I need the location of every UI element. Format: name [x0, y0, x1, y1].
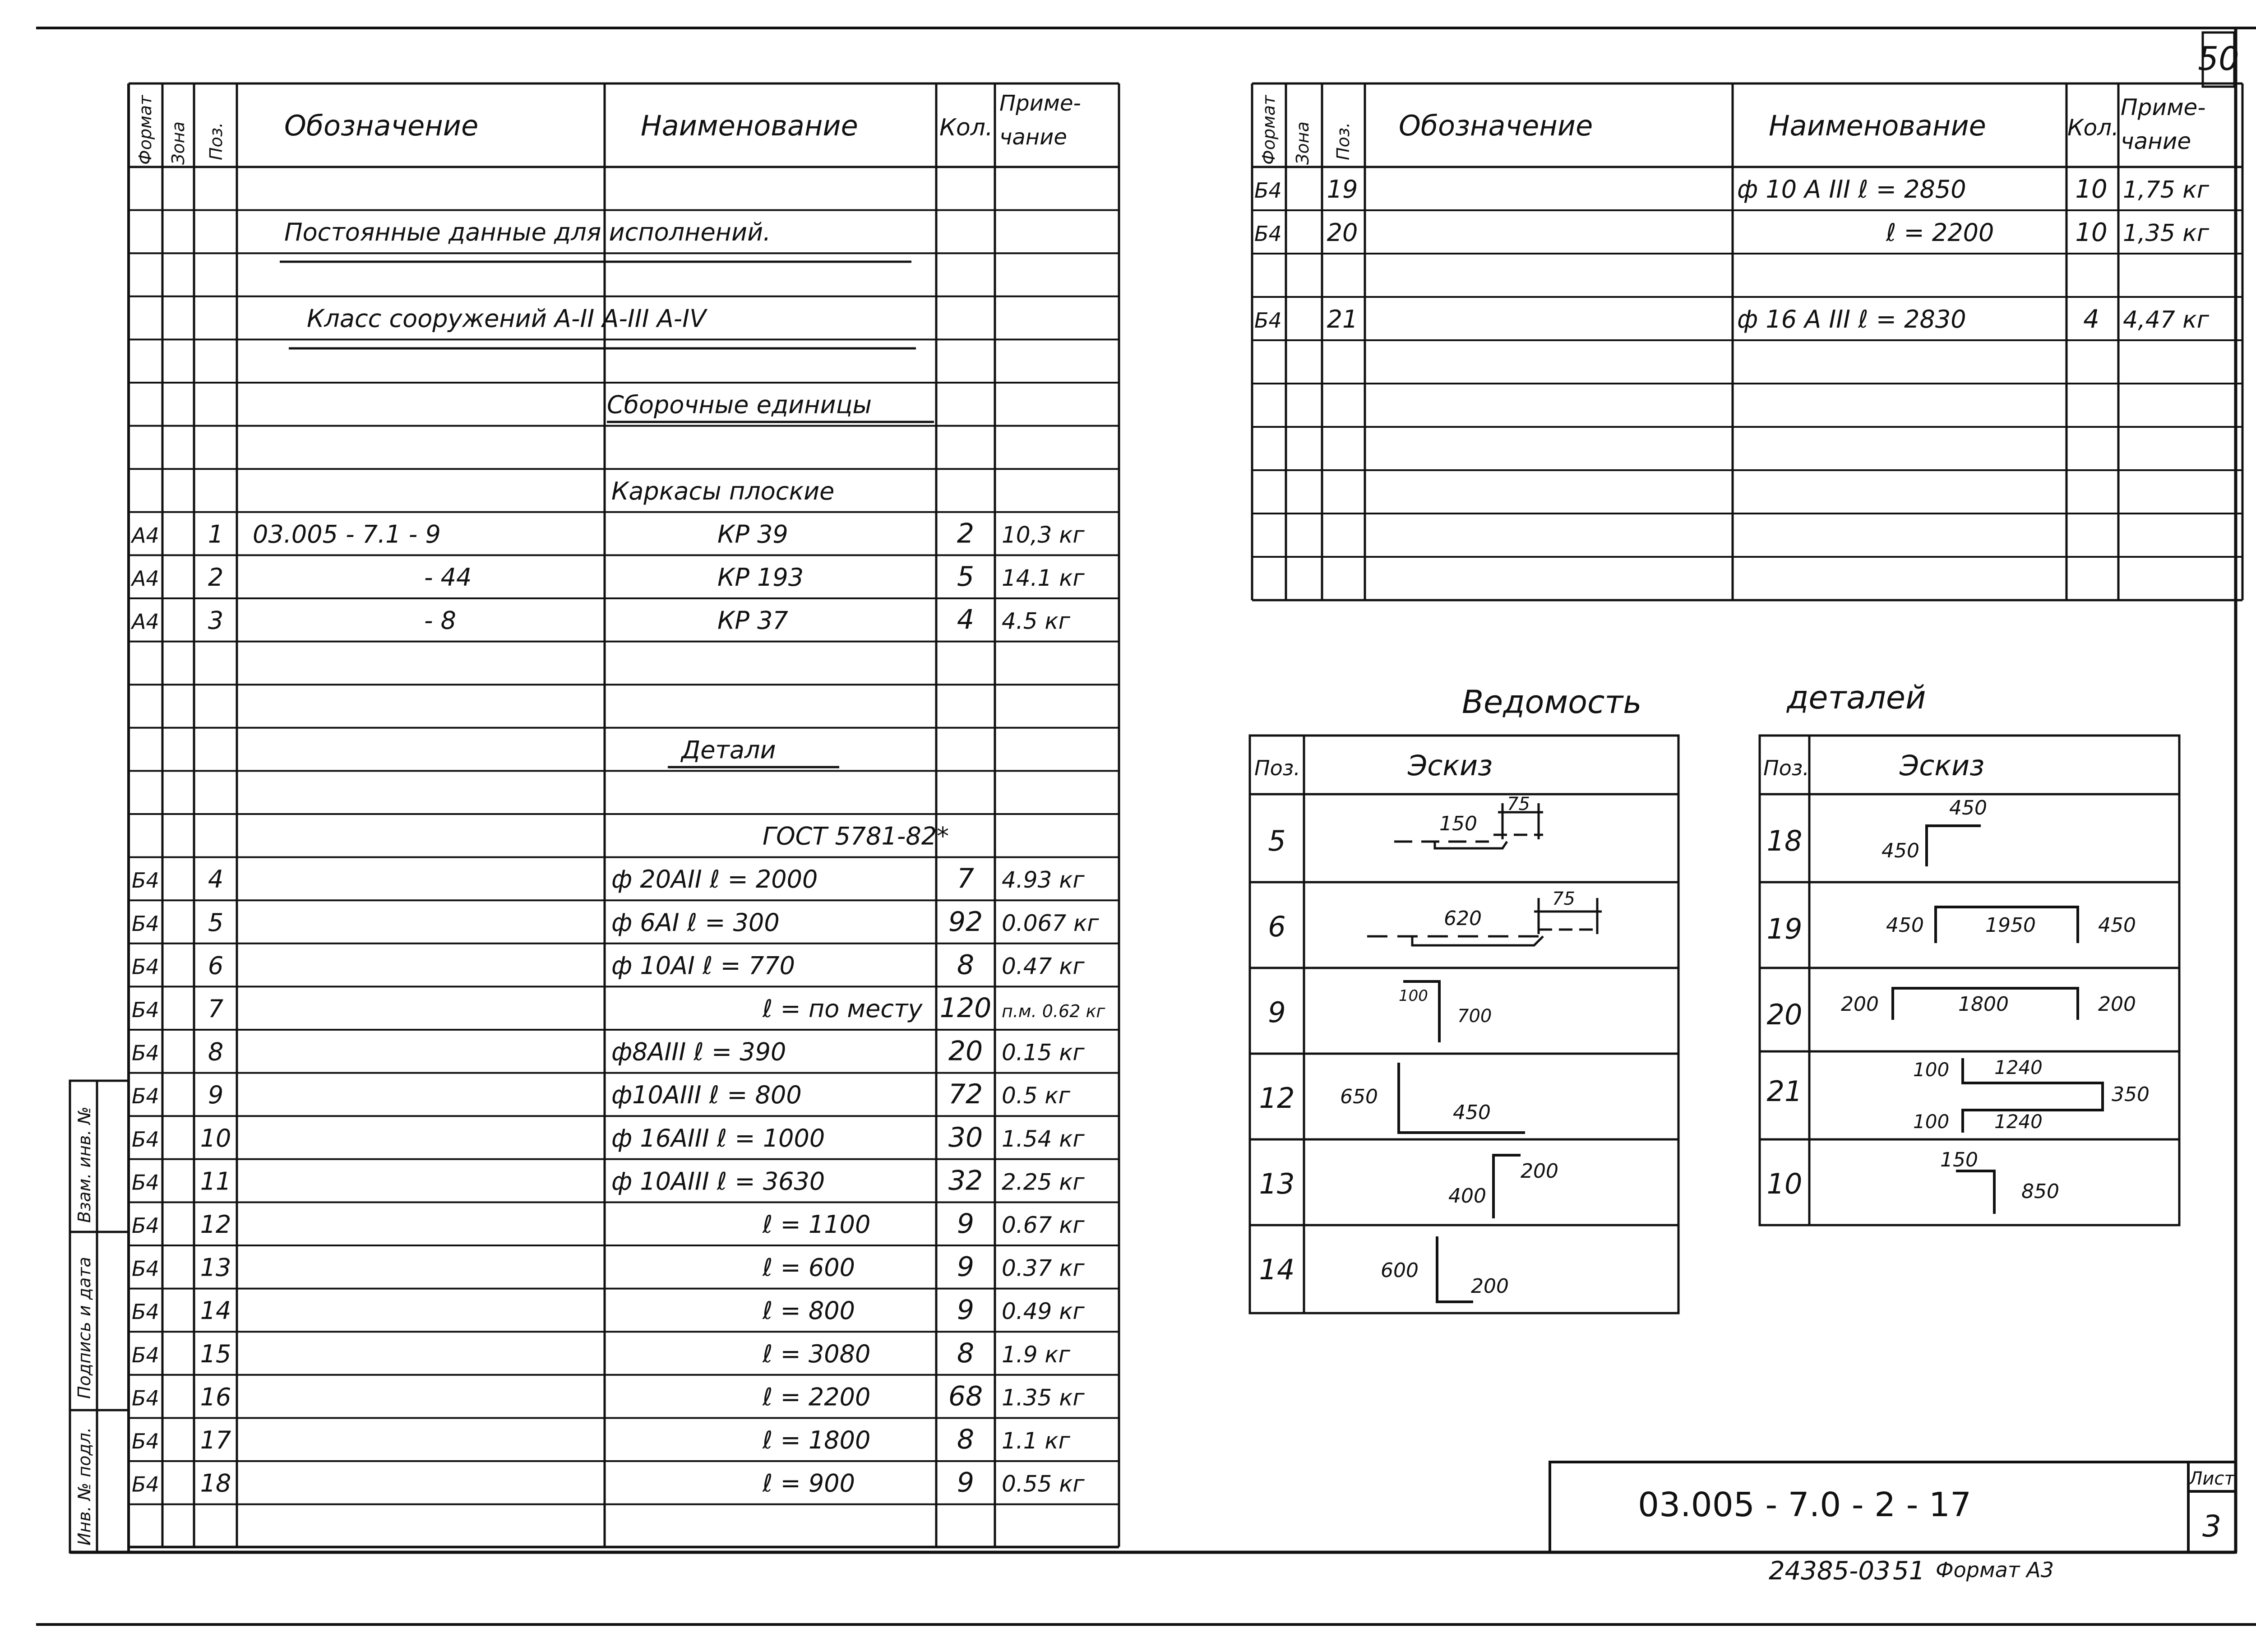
- row-fmt: Б4: [132, 1084, 159, 1109]
- row-fmt: Б4: [132, 1429, 159, 1453]
- sketch-13-dim-a: 400: [1448, 1185, 1486, 1208]
- table-row: [1252, 305, 2242, 340]
- row-note: 1.9 кг: [1002, 1341, 1070, 1368]
- row-name: Сборочные единицы: [607, 390, 872, 419]
- table-row: [129, 863, 1119, 900]
- row-qty: 9: [957, 1251, 975, 1283]
- row-name: КР 193: [717, 563, 804, 592]
- row-qty: 68: [948, 1380, 983, 1412]
- row-name: ГОСТ 5781-82*: [763, 822, 949, 851]
- row-pos: 11: [200, 1167, 231, 1196]
- row-fmt: Б4: [132, 1213, 159, 1238]
- row-qty: 92: [948, 906, 983, 938]
- row-note: 0.5 кг: [1002, 1083, 1070, 1109]
- header-qty: Кол.: [2067, 115, 2119, 141]
- row-pos: 3: [208, 606, 224, 635]
- sketch-14-dim-a: 600: [1381, 1259, 1419, 1282]
- table-row: [1252, 218, 2242, 254]
- row-qty: 20: [948, 1035, 983, 1067]
- row-note: 1,35 кг: [2123, 220, 2210, 247]
- row-fmt: Б4: [132, 998, 159, 1022]
- header-note-1: Приме-: [999, 91, 1081, 116]
- row-fmt: Б4: [132, 1342, 159, 1367]
- row-pos: 12: [200, 1210, 231, 1239]
- table-row: [129, 1165, 1119, 1202]
- details-title-right: деталей: [1787, 679, 1926, 716]
- header-name: Наименование: [641, 109, 858, 142]
- row-note: 1.35 кг: [1002, 1384, 1085, 1411]
- details-table-right: [1760, 736, 2179, 1225]
- row-qty: 10: [2075, 218, 2108, 247]
- row-name: ℓ = 3080: [763, 1339, 871, 1368]
- row-note: 0.067 кг: [1002, 910, 1099, 936]
- row-desig: Постоянные данные для исполнений.: [284, 218, 771, 247]
- row-note: 1.1 кг: [1002, 1428, 1070, 1454]
- sketch-18: [1882, 796, 1987, 866]
- stamp-original-inv: Инв. № подл.: [74, 1427, 94, 1546]
- row-name: ℓ = по месту: [763, 995, 923, 1023]
- table-row: [129, 1251, 1119, 1289]
- left-table-rows: [129, 210, 1119, 1548]
- side-stamp: [70, 1081, 129, 1552]
- row-fmt: Б4: [132, 1127, 159, 1152]
- header-note-2: чание: [2121, 128, 2191, 154]
- row-qty: 8: [957, 1424, 975, 1455]
- sketch-9-dim-b: 700: [1457, 1006, 1492, 1027]
- row-fmt: Б4: [132, 911, 159, 936]
- row-name: ф 10АI ℓ = 770: [611, 951, 795, 980]
- sheet-corner-number: 50: [2198, 40, 2239, 78]
- row-note: п.м. 0.62 кг: [1002, 1001, 1105, 1021]
- row-qty: 32: [948, 1165, 983, 1197]
- row-pos: 2: [208, 563, 224, 592]
- row-qty: 120: [939, 992, 992, 1024]
- row-fmt: Б4: [132, 1256, 159, 1281]
- row-note: 10,3 кг: [1002, 522, 1085, 548]
- detail-pos-13: 13: [1259, 1167, 1295, 1200]
- row-name: ℓ = 800: [763, 1296, 855, 1325]
- sketch-21-dim-e: 1240: [1994, 1111, 2043, 1133]
- row-name: ф 10 А III ℓ = 2850: [1737, 175, 1966, 204]
- row-note: 1,75 кг: [2123, 176, 2210, 204]
- row-name: ф 16АIII ℓ = 1000: [611, 1124, 825, 1152]
- archive-number: 24385-03: [1769, 1556, 1891, 1586]
- row-name: ℓ = 1100: [763, 1210, 871, 1239]
- row-fmt: Б4: [132, 954, 159, 979]
- sketch-6-dim-b: 75: [1552, 888, 1575, 909]
- row-pos: 8: [208, 1037, 224, 1066]
- stamp-signature-date: Подпись и дата: [74, 1257, 94, 1399]
- row-pos: 7: [208, 995, 224, 1023]
- row-pos: 4: [208, 865, 224, 894]
- details-left-positions: [1259, 824, 1295, 1286]
- row-fmt: Б4: [1254, 178, 1282, 203]
- header-zone: Зона: [1293, 121, 1313, 165]
- row-qty: 5: [957, 561, 975, 592]
- row-pos: 9: [208, 1081, 224, 1110]
- table-row: [129, 518, 1119, 555]
- table-row: [129, 561, 1119, 598]
- sketch-5: [1394, 794, 1543, 848]
- table-row: [129, 1424, 1119, 1461]
- row-name: КР 37: [717, 606, 788, 635]
- table-row: [129, 218, 1119, 253]
- details-right-positions: [1767, 824, 1803, 1200]
- row-name: ℓ = 2200: [1886, 218, 1994, 247]
- row-fmt: Б4: [1254, 308, 1282, 333]
- sketch-10-dim-b: 850: [2021, 1180, 2059, 1203]
- detail-pos-18: 18: [1766, 824, 1803, 857]
- row-qty: 9: [957, 1467, 975, 1499]
- row-qty: 4: [957, 604, 975, 636]
- section-underlines: [280, 262, 934, 767]
- table-row: [129, 477, 1119, 512]
- sheet-corner-box: [2198, 32, 2239, 87]
- row-qty: 72: [948, 1078, 983, 1111]
- sketch-21: [1913, 1056, 2150, 1133]
- header-zone: Зона: [168, 121, 188, 165]
- row-fmt: Б4: [132, 1472, 159, 1497]
- row-fmt: Б4: [132, 868, 159, 893]
- sketch-10-dim-a: 150: [1940, 1148, 1978, 1171]
- row-qty: 8: [957, 1337, 975, 1369]
- sketch-12-dim-b: 450: [1453, 1101, 1491, 1124]
- row-qty: 4: [2083, 305, 2099, 334]
- row-name: ф 6АI ℓ = 300: [611, 908, 780, 937]
- row-pos: 5: [208, 908, 224, 937]
- details-title-left: Ведомость: [1462, 684, 1642, 721]
- sketch-5-dim-a: 150: [1439, 812, 1477, 835]
- row-note: 0.47 кг: [1002, 953, 1085, 980]
- sketch-10: [1940, 1148, 2059, 1214]
- detail-pos-5: 5: [1268, 824, 1286, 857]
- row-qty: 2: [957, 518, 975, 550]
- sketch-5-dim-b: 75: [1507, 794, 1530, 814]
- detail-pos-12: 12: [1259, 1082, 1295, 1115]
- row-desig: 03.005 - 7.1 - 9: [253, 520, 441, 549]
- row-note: 0.15 кг: [1002, 1039, 1085, 1066]
- details-col-pos: Поз.: [1254, 756, 1300, 780]
- table-row: [129, 604, 1119, 642]
- row-name: КР 39: [717, 520, 788, 549]
- table-row: [129, 1036, 1119, 1073]
- row-pos: 1: [208, 520, 224, 549]
- row-name: ℓ = 2200: [763, 1383, 871, 1411]
- row-fmt: Б4: [132, 1170, 159, 1195]
- footer: [1769, 1556, 2054, 1586]
- sketch-20: [1841, 988, 2136, 1020]
- row-fmt: Б4: [132, 1041, 159, 1065]
- row-name: ℓ = 600: [763, 1253, 855, 1282]
- row-note: 4,47 кг: [2123, 306, 2210, 333]
- table-row: [129, 1380, 1119, 1418]
- sketch-13: [1448, 1155, 1558, 1218]
- row-fmt: Б4: [1254, 222, 1282, 246]
- row-qty: 9: [957, 1294, 975, 1326]
- left-specification-table: [129, 83, 1119, 1547]
- row-note: 4.93 кг: [1002, 867, 1085, 893]
- left-table-header: [135, 91, 1081, 165]
- sketch-19-dim-b: 1950: [1985, 914, 2036, 937]
- sketch-19-dim-a: 450: [1886, 914, 1924, 937]
- row-name: ф 16 А III ℓ = 2830: [1737, 305, 1966, 333]
- sketch-21-dim-a: 100: [1913, 1059, 1950, 1081]
- header-qty: Кол.: [939, 114, 993, 141]
- sketch-13-dim-b: 200: [1521, 1160, 1558, 1183]
- row-pos: 14: [200, 1296, 231, 1325]
- details-col-pos: Поз.: [1763, 756, 1809, 780]
- archive-sheet-num: 51: [1893, 1556, 1925, 1586]
- row-pos: 6: [208, 951, 224, 980]
- header-note-2: чание: [999, 125, 1067, 150]
- detail-pos-10: 10: [1766, 1167, 1803, 1200]
- row-name: ф 20АII ℓ = 2000: [611, 865, 818, 894]
- header-format: Формат: [1259, 95, 1279, 165]
- table-row: [129, 906, 1119, 944]
- row-note: 0.67 кг: [1002, 1212, 1085, 1238]
- sketch-21-dim-d: 100: [1913, 1111, 1950, 1133]
- row-qty: 10: [2075, 175, 2108, 204]
- row-fmt: Б4: [132, 1386, 159, 1411]
- row-qty: 30: [948, 1121, 983, 1153]
- sketch-18-dim-b: 450: [1949, 796, 1987, 819]
- sketch-14: [1381, 1236, 1509, 1302]
- sheet-label: Лист: [2189, 1468, 2235, 1489]
- row-pos: 16: [200, 1383, 231, 1411]
- drawing-code: 03.005 - 7.0 - 2 - 17: [1638, 1485, 1972, 1524]
- table-row: [129, 1122, 1119, 1159]
- row-qty: 9: [957, 1208, 975, 1240]
- row-pos: 10: [200, 1124, 231, 1152]
- detail-pos-19: 19: [1766, 912, 1803, 945]
- table-row: [129, 1208, 1119, 1245]
- sketch-21-dim-c: 350: [2112, 1083, 2150, 1106]
- row-pos: 13: [200, 1253, 231, 1282]
- sketch-14-dim-b: 200: [1471, 1275, 1509, 1298]
- row-note: 2.25 кг: [1002, 1169, 1085, 1195]
- sketch-19-dim-c: 450: [2098, 914, 2136, 937]
- row-name: Детали: [681, 736, 776, 764]
- detail-pos-21: 21: [1766, 1075, 1803, 1108]
- drawing-frame: [36, 27, 2256, 1624]
- table-row: [129, 1078, 1119, 1116]
- header-note-1: Приме-: [2121, 94, 2206, 120]
- table-row: [129, 992, 1119, 1030]
- row-fmt: А4: [132, 523, 159, 548]
- table-row: [129, 822, 1119, 857]
- table-row: [129, 1337, 1119, 1375]
- detail-pos-6: 6: [1268, 910, 1286, 943]
- row-pos: 21: [1327, 305, 1358, 333]
- sketch-6-dim-a: 620: [1444, 907, 1482, 930]
- row-note: 14.1 кг: [1002, 565, 1085, 591]
- sketch-18-dim-a: 450: [1882, 839, 1919, 862]
- row-pos: 15: [200, 1339, 231, 1368]
- row-fmt: А4: [132, 566, 159, 591]
- header-pos: Поз.: [206, 122, 226, 160]
- row-name: Каркасы плоские: [611, 477, 835, 505]
- table-row: [129, 949, 1119, 986]
- table-row: [129, 1294, 1119, 1332]
- stamp-replacement-inv: Взам. инв. №: [74, 1106, 94, 1223]
- sketch-9: [1399, 981, 1492, 1042]
- row-desig: - 44: [424, 563, 472, 592]
- row-name: ℓ = 1800: [763, 1426, 871, 1454]
- row-note: 0.37 кг: [1002, 1255, 1085, 1282]
- row-name: ф10АIII ℓ = 800: [611, 1081, 802, 1110]
- header-designation: Обозначение: [284, 109, 479, 142]
- details-col-sketch: Эскиз: [1900, 749, 1985, 782]
- detail-pos-14: 14: [1259, 1253, 1295, 1286]
- row-pos: 20: [1327, 218, 1358, 247]
- paper-format: Формат А3: [1936, 1558, 2054, 1582]
- row-desig: - 8: [424, 606, 457, 635]
- row-name: ℓ = 900: [763, 1469, 855, 1498]
- sketch-20-dim-a: 200: [1841, 993, 1879, 1016]
- header-designation: Обозначение: [1399, 109, 1593, 142]
- row-note: 0.49 кг: [1002, 1298, 1085, 1325]
- table-row: [129, 1467, 1119, 1504]
- right-specification-table: [1252, 83, 2242, 600]
- table-row: [129, 736, 1119, 771]
- sketch-19: [1886, 907, 2136, 943]
- table-row: [1252, 175, 2242, 210]
- sketch-12-dim-a: 650: [1340, 1085, 1378, 1108]
- sketch-20-dim-c: 200: [2098, 993, 2136, 1016]
- details-table-left: [1250, 736, 1678, 1313]
- row-desig: Класс сооружений А-II А-III А-IV: [307, 304, 707, 333]
- title-block: [1550, 1462, 2236, 1552]
- right-table-rows: [1252, 175, 2242, 557]
- row-qty: 7: [957, 863, 975, 895]
- header-name: Наименование: [1769, 109, 1986, 142]
- row-pos: 17: [200, 1426, 231, 1454]
- detail-pos-20: 20: [1766, 998, 1803, 1031]
- row-name: ф8АIII ℓ = 390: [611, 1037, 786, 1066]
- row-fmt: А4: [132, 609, 159, 634]
- sketch-9-dim-a: 100: [1399, 987, 1428, 1005]
- row-qty: 8: [957, 949, 975, 981]
- row-note: 1.54 кг: [1002, 1125, 1085, 1152]
- row-fmt: Б4: [132, 1300, 159, 1324]
- table-row: [129, 304, 1119, 339]
- sketch-6: [1367, 888, 1602, 945]
- detail-pos-9: 9: [1268, 996, 1286, 1029]
- row-pos: 18: [200, 1469, 231, 1498]
- sketch-20-dim-b: 1800: [1958, 993, 2009, 1016]
- details-col-sketch: Эскиз: [1408, 749, 1493, 782]
- row-name: ф 10АIII ℓ = 3630: [611, 1167, 825, 1196]
- row-note: 0.55 кг: [1002, 1471, 1085, 1497]
- sheet-number: 3: [2202, 1509, 2221, 1544]
- header-format: Формат: [135, 95, 155, 165]
- sketch-21-dim-b: 1240: [1994, 1056, 2043, 1078]
- header-pos: Поз.: [1333, 122, 1353, 160]
- row-note: 4.5 кг: [1002, 608, 1070, 634]
- table-row: [129, 391, 1119, 426]
- row-pos: 19: [1327, 175, 1358, 204]
- sketch-12: [1340, 1063, 1525, 1133]
